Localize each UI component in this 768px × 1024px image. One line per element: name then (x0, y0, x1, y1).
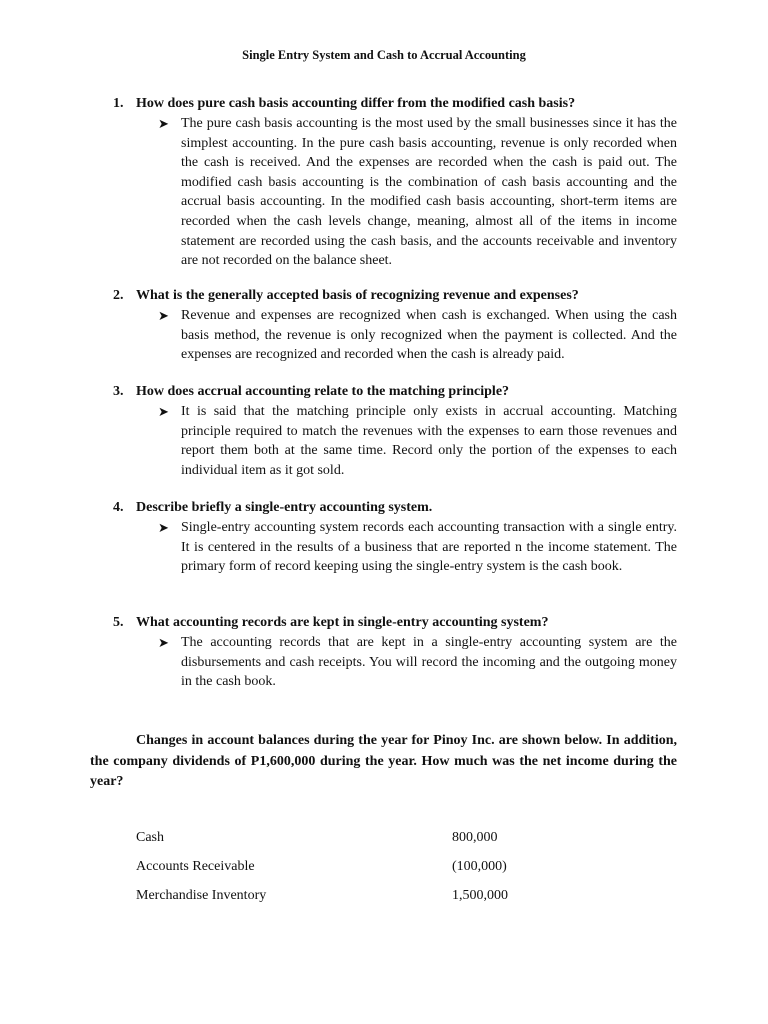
account-value: 1,500,000 (452, 888, 508, 903)
question-text: How does accrual accounting relate to the matching principle? (136, 384, 510, 399)
question-text: What is the generally accepted basis of recognizing revenue and expenses? (136, 288, 579, 303)
question-number: 5. (113, 615, 124, 630)
question-number: 3. (113, 384, 124, 399)
question-text: Describe briefly a single-entry accounting system. (136, 500, 433, 515)
arrowhead-bullet-icon: ➤ (158, 635, 169, 650)
answer-text: It is said that the matching principle only exists in accrual accounting. Matching principle required to match the revenues with the expenses to earn those revenues and report them both at the same time. Record only the portion of the expenses to each individual item as it got sold. (181, 404, 677, 478)
question-text: How does pure cash basis accounting differ from the modified cash basis? (136, 96, 576, 111)
arrowhead-bullet-icon: ➤ (158, 308, 169, 323)
answer-text: Single-entry accounting system records each accounting transaction with a single entry. It is centered in the results of a business that are reported n the income statement. The primary form of record keeping using the single-entry system is the cash book. (181, 520, 677, 575)
question-heading (113, 382, 693, 401)
arrowhead-bullet-icon: ➤ (158, 116, 169, 131)
problem-statement: Changes in account balances during the year for Pinoy Inc. are shown below. In addition, the company dividends of P1,600,000 during the year. How much was the net income during the year? (90, 733, 677, 789)
question-heading (113, 498, 693, 517)
account-value: 800,000 (452, 830, 498, 845)
account-label: Accounts Receivable (136, 859, 255, 874)
question-number: 4. (113, 500, 124, 515)
arrowhead-bullet-icon: ➤ (158, 404, 169, 419)
question-heading (113, 286, 693, 305)
account-label: Merchandise Inventory (136, 888, 267, 903)
document-title: Single Entry System and Cash to Accrual Accounting (242, 48, 526, 62)
question-number: 1. (113, 96, 124, 111)
answer-text: Revenue and expenses are recognized when cash is exchanged. When using the cash basis method, the revenue is only recognized when the payment is collected. And the expenses are recognized and recorded when the cash is already paid. (181, 308, 677, 363)
answer-text: The pure cash basis accounting is the most used by the small businesses since it has the simplest accounting. In the pure cash basis accounting, revenue is only recorded when the cash is received. And the expenses are recorded when the cash is paid out. The modified cash basis accounting is the combination of cash basis accounting and the accrual basis accounting. In the modified cash basis accounting, short-term items are recorded when the cash levels change, meaning, almost all of the items in income statement are recorded using the cash basis, and the accounts receivable and inventory are not recorded on the balance sheet. (181, 116, 677, 269)
arrowhead-bullet-icon: ➤ (158, 520, 169, 535)
question-number: 2. (113, 288, 124, 303)
account-value: (100,000) (452, 859, 507, 874)
answer-text: The accounting records that are kept in a single-entry accounting system are the disbursements and cash receipts. You will record the incoming and the outgoing money in the cash book. (181, 635, 677, 690)
question-text: What accounting records are kept in single-entry accounting system? (136, 615, 549, 630)
account-label: Cash (136, 830, 164, 845)
question-heading (113, 613, 693, 632)
question-heading (113, 94, 693, 113)
